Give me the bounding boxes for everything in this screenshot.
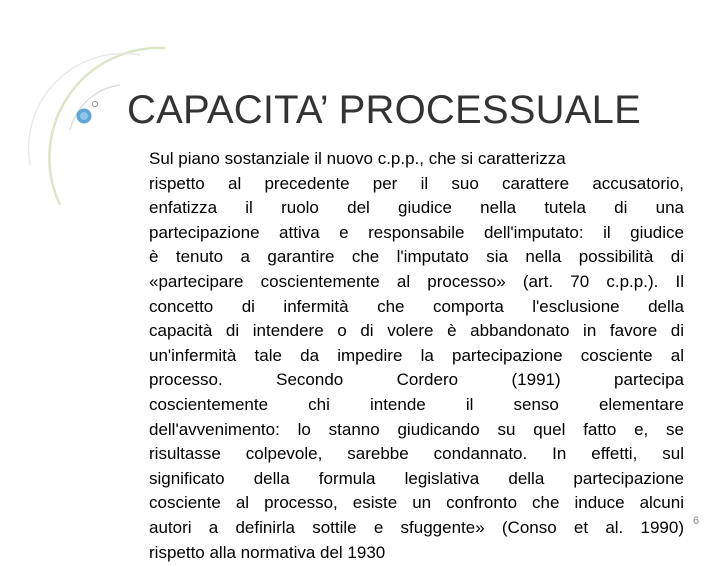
body-line: enfatizza il ruolo del giudice nella tutela di una bbox=[149, 196, 684, 221]
blue-bullet-highlight bbox=[80, 112, 88, 120]
slide-number: 6 bbox=[693, 515, 699, 527]
inner-arc bbox=[70, 85, 120, 130]
body-line: rispetto al precedente per il suo carattere accusatorio, bbox=[149, 172, 684, 197]
body-line: concetto di infermità che comporta l'esclusione della bbox=[149, 295, 684, 320]
body-line: significato della formula legislativa della partecipazione bbox=[149, 467, 684, 492]
body-line: risultasse colpevole, sarebbe condannato. In effetti, sul bbox=[149, 442, 684, 467]
body-line: dell'avvenimento: lo stanno giudicando su quel fatto e, se bbox=[149, 418, 684, 443]
body-line: cosciente al processo, esiste un confronto che induce alcuni bbox=[149, 491, 684, 516]
body-line: coscientemente chi intende il senso elementare bbox=[149, 393, 684, 418]
body-line: Sul piano sostanziale il nuovo c.p.p., che si caratterizza bbox=[149, 147, 684, 172]
slide-title: CAPACITA’ PROCESSUALE bbox=[127, 88, 641, 133]
body-line: un'infermità tale da impedire la partecipazione cosciente al bbox=[149, 344, 684, 369]
body-line: processo. Secondo Cordero (1991) partecipa bbox=[149, 368, 684, 393]
body-line: capacità di intendere o di volere è abbandonato in favore di bbox=[149, 319, 684, 344]
body-line: autori a definirla sottile e sfuggente» (Conso et al. 1990) bbox=[149, 516, 684, 541]
body-line: «partecipare coscientemente al processo» (art. 70 c.p.p.). Il bbox=[149, 270, 684, 295]
small-ring-icon bbox=[92, 101, 97, 106]
body-line: rispetto alla normativa del 1930 bbox=[149, 541, 684, 565]
body-line: è tenuto a garantire che l'imputato sia nella possibilità di bbox=[149, 245, 684, 270]
slide-body bbox=[149, 147, 684, 565]
body-line: partecipazione attiva e responsabile dell'imputato: il giudice bbox=[149, 221, 684, 246]
